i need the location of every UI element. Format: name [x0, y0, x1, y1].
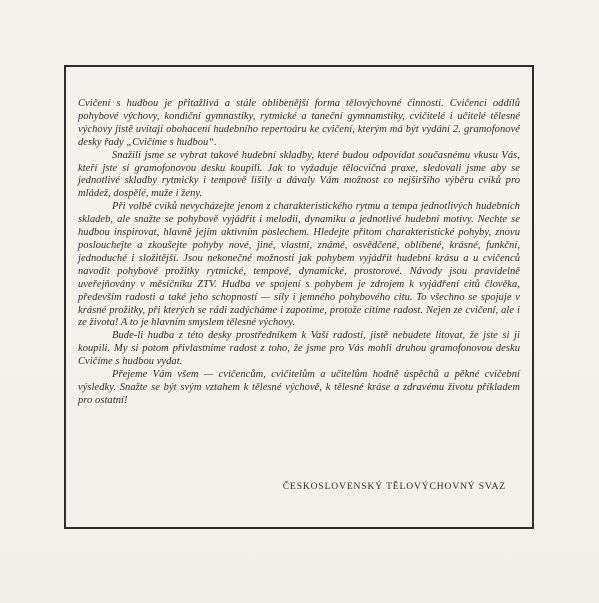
body-text: [78, 98, 520, 408]
paragraph-4: Bude-li hudba z této desky prostředníkem k Vaší radosti, jistě nebudete litovat, že jste si ji koupili. My si potom přivlastníme radost z toho, že jsme pro Vás mohli druhou gramofonovou desku Cvičíme s hudbou vydat.: [78, 330, 520, 368]
signature: ČESKOSLOVENSKÝ TĚLOVÝCHOVNÝ SVAZ: [282, 482, 506, 492]
paragraph-1: Cvičení s hudbou je přitažlivá a stále oblibenější forma tělovýchovné činnosti. Cvičenci oddílů pohybové výchovy, kondiční gymnastiky, rytmické a taneční gymnamstiky, cvičitelé i učitelé tělesné výchovy jistě uvítají obohacení hudebního repertoáru ke cvičení, kterým má být vydání 2. gramofonové desky řady „Cvičíme s hudbou“.: [78, 98, 520, 148]
paragraph-3: Při volbě cviků nevycházejte jenom z charakteristického rytmu a tempa jednotlivých hudebních skladeb, ale snažte se pohybově vyjádřit i melodii, dynamiku a jednotlivé hudební motivy. Nechte se hudbou inspirovat, hlavně jejím aktivním poslechem. Hledejte přitom charakteristické pohyby, znovu poslouchejte a zkoušejte pohyby nové, jiné, vlastní, známé, osvědčené, oblíbené, krásné, funkční, jednoduché i složitější. Jsou nekonečné možnosti jak pohybem vyjádřit hudební krásu a u cvičenců navodit pohybové prožitky rytmické, tempové, dynamické, prostorové. Návody jsou pravidelně uveřejňovány v měsíčníku ZTV. Hudba ve spojení s pohybem je zdrojem k vyjádření citů člověka, především radosti a také jeho schopností — síly i jemného pohybového citu. To všechno se spojuje v krásné prožitky, při kterých se rádi zadýcháme i zapotíme, protože cítíme radost. Nejen ze cvičení, ale i ze života! A to je hlavním smyslem tělesné výchovy.: [78, 201, 520, 329]
paragraph-2: Snažili jsme se vybrat takové hudební skladby, které budou odpovídat současnému vkusu Vás, kteří jste si gramofonovou desku koupili. Jak to vyžaduje tělocvičná praxe, sledovali jsme aby se jednotlivé skladby rytmicky i tempově lišily a dávaly Vám možnost co nejširšího výběru cviků pro mládež, dospělé, muže i ženy.: [78, 149, 520, 200]
paragraph-5: Přejeme Vám všem — cvičencům, cvičitelům a učitelům hodně úspěchů a pěkné cvičební výsledky. Snažte se být svým vztahem k tělesné výchově, k tělesné kráse a zdravému životu příkladem pro ostatní!: [78, 369, 520, 406]
